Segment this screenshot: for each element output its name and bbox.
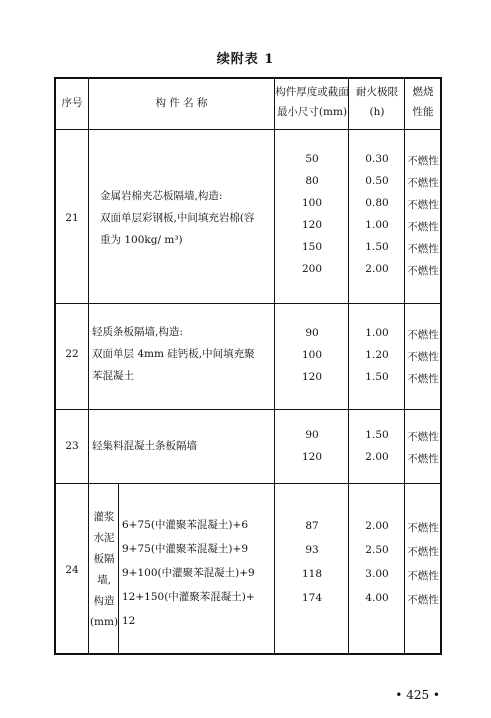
thickness-cell: 118 [301,568,323,580]
row-24-group-label: 灌浆 水泥 板隔 墙, 构造 (mm) [89,511,119,628]
fire-limit-cell: 3.00 [365,568,389,580]
burn-cell: 不燃性 [407,221,439,233]
burn-cell: 不燃性 [407,594,439,606]
fire-limit-cell: 1.20 [365,349,389,361]
fire-limit-cell: 0.80 [365,197,389,209]
burn-cell: 不燃性 [407,522,439,534]
thickness-cell: 120 [301,219,323,231]
header-fire-line2: (h) [369,106,385,118]
fire-limit-cell: 1.00 [365,327,389,339]
thickness-cell: 80 [305,175,319,187]
thickness-cell: 87 [305,520,319,532]
fire-limit-cell: 2.00 [365,263,389,275]
burn-cell: 不燃性 [407,373,439,385]
fire-limit-cell: 2.50 [365,544,389,556]
header-burn-line2: 性能 [412,106,434,118]
thickness-cell: 50 [305,153,319,165]
thickness-cell: 90 [305,327,319,339]
header-name: 构 件 名 称 [155,97,208,109]
thickness-cell: 174 [301,592,323,604]
fire-limit-cell: 2.00 [365,520,389,532]
burn-cell: 不燃性 [407,265,439,277]
row-23-seq: 23 [65,440,79,452]
thickness-cell: 200 [301,263,323,275]
thickness-cell: 150 [301,241,323,253]
burn-cell: 不燃性 [407,431,439,443]
page-number: • 425 • [395,688,440,702]
thickness-cell: 100 [301,197,323,209]
burn-cell: 不燃性 [407,453,439,465]
table-title: 续附表 1 [216,52,275,67]
row-23-desc: 轻集料混凝土条板隔墙 [92,440,197,452]
header-thickness-line1: 构件厚度或截面 [275,86,349,98]
burn-cell: 不燃性 [407,199,439,211]
fire-limit-cell: 1.50 [365,429,389,441]
row-24-seq: 24 [65,564,79,576]
fire-limit-cell: 2.00 [365,451,389,463]
header-fire-line1: 耐火极限 [356,86,398,98]
burn-cell: 不燃性 [407,351,439,363]
burn-cell: 不燃性 [407,329,439,341]
row-21-seq: 21 [65,212,79,224]
thickness-cell: 90 [305,429,319,441]
burn-cell: 不燃性 [407,570,439,582]
thickness-cell: 120 [301,371,323,383]
row-22-seq: 22 [65,348,79,360]
header-seq: 序号 [61,97,83,109]
burn-cell: 不燃性 [407,243,439,255]
thickness-cell: 120 [301,451,323,463]
thickness-cell: 93 [305,544,319,556]
row-21-desc: 金属岩棉夹芯板隔墙,构造: 双面单层彩钢板,中间填充岩棉(容 重为 100kg/ m³) [100,190,255,246]
burn-cell: 不燃性 [407,177,439,189]
burn-cell: 不燃性 [407,155,439,167]
fire-limit-cell: 4.00 [365,592,389,604]
fire-limit-cell: 1.50 [365,371,389,383]
fire-limit-cell: 1.50 [365,241,389,253]
burn-cell: 不燃性 [407,546,439,558]
fire-limit-cell: 0.30 [365,153,389,165]
fire-limit-cell: 1.00 [365,219,389,231]
row-22-desc: 轻质条板隔墙,构造: 双面单层 4mm 硅钙板,中间填充聚 苯混凝土 [92,326,255,382]
header-burn-line1: 燃烧 [412,86,434,98]
header-thickness-line2: 最小尺寸(mm) [276,106,348,118]
fire-resistance-table [54,77,442,655]
row-24-desc: 6+75(中灌聚苯混凝土)+6 9+75(中灌聚苯混凝土)+9 9+100(中灌聚苯混凝土)+9 12+150(中灌聚苯混凝土)+ 12 [122,519,255,627]
thickness-cell: 100 [301,349,323,361]
fire-limit-cell: 0.50 [365,175,389,187]
